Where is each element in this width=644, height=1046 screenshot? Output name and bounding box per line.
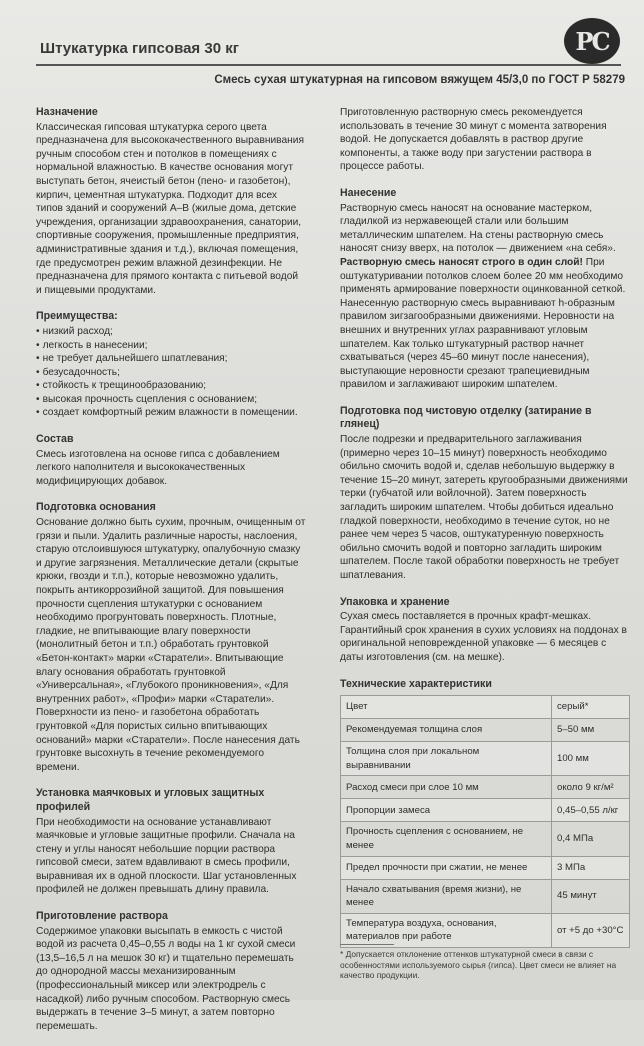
certification-logo: PC <box>564 18 620 64</box>
section-finishing <box>340 405 630 583</box>
advantages-list <box>36 325 306 420</box>
product-subtitle: Смесь сухая штукатурная на гипсовом вяжущем 45/3,0 по ГОСТ Р 58279 <box>214 74 625 86</box>
section-mixing <box>36 910 306 1033</box>
section-mix-usage <box>340 106 630 174</box>
section-heading: Назначение <box>36 106 98 118</box>
spec-label: Прочность сцепления с основанием, не менее <box>341 822 552 856</box>
right-column <box>340 106 630 961</box>
section-heading: Преимущества: <box>36 310 118 323</box>
section-heading: Состав <box>36 433 74 446</box>
section-heading: Технические характеристики <box>340 677 492 690</box>
list-item: • создает комфортный режим влажности в помещении. <box>36 406 306 420</box>
footnote <box>340 944 630 981</box>
spec-value: 100 мм <box>552 742 630 776</box>
table-row <box>341 822 630 856</box>
section-composition <box>36 433 306 488</box>
section-heading: Подготовка основания <box>36 501 156 514</box>
list-item: • легкость в нанесении; <box>36 339 306 353</box>
section-text: Классическая гипсовая штукатурка серого цвета предназначена для высококачественного выравнивания ручным способом стен и потолков в помещениях с нормальной влажностью. В качестве основания могут выступать бетон, ячеистый бетон (пено- и газобетон), кирпич, цементная штукатурка. Подходит для всех типов зданий и сооружений А–В (жилые дома, детские учреждения, организации здравоохранения, санатории, спортивные сооружения, промышленные предприятия, административные здания и т.д.), включая помещения, где предусмотрен режим влажной дезинфекции. Не предназначена для прямого контакта с питьевой водой и пищевыми продуктами. <box>36 121 304 296</box>
section-specs <box>340 678 630 948</box>
spec-label: Температура воздуха, основания, материалов при работе <box>341 913 552 947</box>
table-row <box>341 799 630 822</box>
list-item: • не требует дальнейшего шпатлевания; <box>36 352 306 366</box>
section-text: Приготовленную растворную смесь рекомендуется использовать в течение 30 минут с момента затворения водой. Не допускается добавлять в раствор другие компоненты, а также воду при загустении раствора в процессе работы. <box>340 107 607 173</box>
application-text: Растворную смесь наносят на основание мастерком, гладилкой из нержавеющей стали или большим металлическим шпателем. На стены растворную смесь наносят снизу вверх, на потолок — движением «на себя». <box>340 202 616 255</box>
table-row <box>341 776 630 799</box>
section-heading: Подготовка под чистовую отделку (затирание в глянец) <box>340 404 592 431</box>
section-base-preparation <box>36 501 306 774</box>
spec-value: 5–50 мм <box>552 719 630 742</box>
spec-label: Пропорции замеса <box>341 799 552 822</box>
table-row <box>341 879 630 913</box>
section-text: Основание должно быть сухим, прочным, очищенным от грязи и пыли. Удалить различные наросты, наслоения, старую отслоившуюся штукатурку, опалубочную смазку и другие загрязнения. Металлические детали (скрытые крюки, гвозди и т.п.), которые невозможно удалить, покрыть антикоррозийной защитой. Для повышения прочности сцепления штукатурки с основанием необходимо прогрунтовать поверхность. Плотные, гладкие, не впитывающие влагу поверхности (монолитный бетон и т.п.) обработать грунтовкой «Бетон-контакт» марки «Старатели». Впитывающие влагу основания обработать грунтовкой «Универсальная», «Глубокого проникновения», «Для внутренних работ», «Профи» марки «Старатели». Поверхности из пено- и газобетона обработать грунтовкой «Для пористых сильно впитывающих оснований» марки «Старатели». После нанесения дать грунтовке высохнуть в течение рекомендуемого времени. <box>36 517 306 773</box>
section-storage <box>340 596 630 665</box>
section-purpose <box>36 106 306 297</box>
spec-label: Рекомендуемая толщина слоя <box>341 719 552 742</box>
title-rule <box>36 64 621 66</box>
spec-value: от +5 до +30°С <box>552 913 630 947</box>
footnote-text: * Допускается отклонение оттенков штукатурной смеси в связи с особенностями используемого сырья (гипса). Цвет смеси не влияет на качество продукции. <box>340 949 617 980</box>
spec-value: 0,45–0,55 л/кг <box>552 799 630 822</box>
spec-value: 3 МПа <box>552 856 630 879</box>
left-column <box>36 106 306 1046</box>
section-heading: Установка маячковых и угловых защитных профилей <box>36 787 265 813</box>
section-heading: Упаковка и хранение <box>340 595 450 608</box>
section-text: Смесь изготовлена на основе гипса с добавлением легкого наполнителя и высококачественных модифицирующих добавок. <box>36 448 280 487</box>
section-application <box>340 187 630 392</box>
section-heading: Приготовление раствора <box>36 910 168 923</box>
spec-label: Толщина слоя при локальном выравнивании <box>341 742 552 776</box>
table-row <box>341 913 630 947</box>
table-row <box>341 719 630 742</box>
section-text: Содержимое упаковки высыпать в емкость с чистой водой из расчета 0,45–0,55 л воды на 1 кг сухой смеси (13,5–16,5 л на мешок 30 кг) и тщательно перемешать до однородной массы механизированным (профессиональный миксер или электродрель с насадкой) либо ручным способом. Растворную смесь выдержать в течение 3–5 минут, а затем повторно перемешать. <box>36 925 296 1032</box>
section-text <box>340 202 630 392</box>
spec-value: 0,4 МПа <box>552 822 630 856</box>
product-title: Штукатурка гипсовая 30 кг <box>40 40 239 57</box>
table-row <box>341 696 630 719</box>
section-advantages <box>36 310 306 420</box>
section-beacons <box>36 787 306 897</box>
spec-value: 45 минут <box>552 879 630 913</box>
section-heading: Нанесение <box>340 186 397 199</box>
table-row <box>341 856 630 879</box>
section-text: При необходимости на основание устанавливают маячковые и угловые защитные профили. Сначала на стену и углы наносят небольшие порции раствора гипсовой смеси, затем вдавливают в смесь профили, выравнивая их в одной плоскости. Шаг установленных профилей не должен превышать длину правила. <box>36 816 297 896</box>
section-text: После подрезки и предварительного заглаживания (примерно через 10–15 минут) поверхность необходимо обильно смочить водой и, сделав небольшую выдержку в течение 15–20 минут, затереть кругообразными движениями терки (губчатой или войлочной). Затем поверхность загладить широким шпателем. Чтобы добиться идеально гладкой поверхности, необходимо в течение суток, но не ранее чем через 5 часов, оштукатуренную поверхность обильно смочить водой и повторно загладить широким шпателем. После такой обработки поверхность не требует шпатлевания. <box>340 434 628 581</box>
spec-label: Цвет <box>341 696 552 719</box>
application-warning: Растворную смесь наносят строго в один слой! <box>340 256 583 268</box>
spec-label: Предел прочности при сжатии, не менее <box>341 856 552 879</box>
spec-label: Начало схватывания (время жизни), не менее <box>341 879 552 913</box>
section-text: Сухая смесь поставляется в прочных крафт-мешках. Гарантийный срок хранения в сухих условиях на поддонах в оригинальной неповрежденной упаковке — 6 месяцев с даты изготовления (см. на мешке). <box>340 611 627 663</box>
list-item: • стойкость к трещинообразованию; <box>36 379 306 393</box>
application-text-continued: При оштукатуривании потолков слоем более 20 мм необходимо применять армирование поверхности оцинкованной сеткой. Нанесенную растворную смесь выравнивают h-образным правилом зигзагообразными движениями. Неровности на внешних и внутренних углах разравнивают угловым шпателем. Как только штукатурный раствор начнет схватываться (через 45–60 минут после нанесения), выступающие неровности срезают трапециевидным правилом и заглаживают широким шпателем. <box>340 256 626 391</box>
list-item: • безусадочность; <box>36 366 306 380</box>
spec-value: серый* <box>552 696 630 719</box>
list-item: • высокая прочность сцепления с основанием; <box>36 393 306 407</box>
table-row <box>341 742 630 776</box>
specs-table <box>340 695 630 948</box>
list-item: • низкий расход; <box>36 325 306 339</box>
spec-label: Расход смеси при слое 10 мм <box>341 776 552 799</box>
footnote-divider <box>340 944 394 945</box>
spec-value: около 9 кг/м² <box>552 776 630 799</box>
